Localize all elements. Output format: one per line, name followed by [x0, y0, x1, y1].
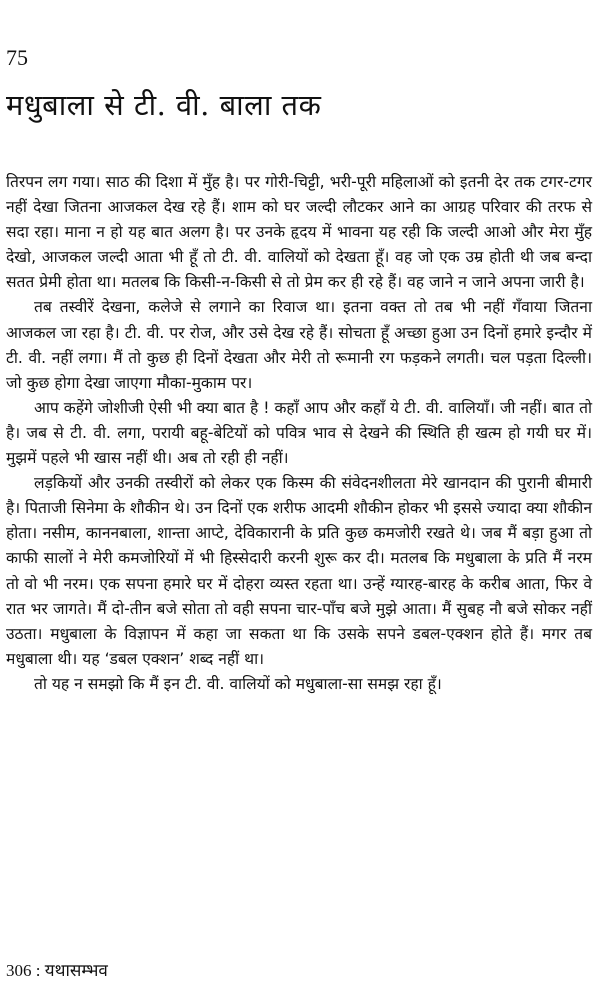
page-footer: 306 : यथासम्भव: [6, 961, 108, 980]
paragraph-3: आप कहेंगे जोशीजी ऐसी भी क्या बात है ! कहाँ आप और कहाँ ये टी. वी. वालियाँ। जी नहीं। बात तो है। जब से टी. वी. लगा, परायी बहू-बेटियों को पवित्र भाव से देखने की स्थिति ही खत्म हो गयी घर में। मुझमें पहले भी खास नहीं थी। अब तो रही ही नहीं।: [6, 398, 592, 468]
chapter-number: 75: [6, 45, 28, 70]
body-text: [6, 170, 592, 697]
paragraph-2: तब तस्वीरें देखना, कलेजे से लगाने का रिवाज था। इतना वक्त तो तब भी नहीं गँवाया जितना आजकल जा रहा है। टी. वी. पर रोज, और उसे देख रहे हैं। सोचता हूँ अच्छा हुआ उन दिनों हमारे इन्दौर में टी. वी. नहीं लगा। मैं तो कुछ ही दिनों देखता और मेरी तो रूमानी रग फड़कने लगती। चल पड़ता दिल्ली। जो कुछ होगा देखा जाएगा मौका-मुकाम पर।: [6, 298, 592, 392]
chapter-title: मधुबाला से टी. वी. बाला तक: [6, 88, 322, 122]
paragraph-1: तिरपन लग गया। साठ की दिशा में मुँह है। पर गोरी-चिट्टी, भरी-पूरी महिलाओं को इतनी देर तक टगर-टगर नहीं देखा जितना आजकल देख रहे हैं। शाम को घर जल्दी लौटकर आने का आग्रह परिवार की तरफ से सदा रहा। माना न हो यह बात अलग है। पर उनके हृदय में भावना यह रही कि जल्दी आओ और मेरा मुँह देखो, आजकल जल्दी आता भी हूँ तो टी. वी. वालियों को देखता हूँ। वह जो एक उम्र होती थी जब बन्दा सतत प्रेमी होता था। मतलब कि किसी-न-किसी से तो प्रेम कर ही रहे हैं। वह जाने न जाने अपना जारी है।: [6, 173, 592, 292]
paragraph-4: लड़कियों और उनकी तस्वीरों को लेकर एक किस्म की संवेदनशीलता मेरे खानदान की पुरानी बीमारी है। पिताजी सिनेमा के शौकीन थे। उन दिनों एक शरीफ आदमी शौकीन होकर भी इससे ज्यादा क्या शौकीन होता। नसीम, काननबाला, शान्ता आप्टे, देविकारानी के प्रति कुछ कमजोरी रखते थे। जब मैं बड़ा हुआ तो काफी सालों ने मेरी कमजोरियों में भी हिस्सेदारी करनी शुरू कर दी। मतलब कि मधुबाला के प्रति मैं नरम तो वो भी नरम। एक सपना हमारे घर में दोहरा व्यस्त रहता था। उन्हें ग्यारह-बारह के करीब आता, फिर वे रात भर जागते। मैं दो-तीन बजे सोता तो वही सपना चार-पाँच बजे मुझे आता। मैं सुबह नौ बजे सोकर नहीं उठता। मधुबाला के विज्ञापन में कहा जा सकता था कि उसके सपने डबल-एक्शन होते हैं। मगर तब मधुबाला थी। यह ‘डबल एक्शन’ शब्द नहीं था।: [6, 474, 592, 668]
paragraph-5: तो यह न समझो कि मैं इन टी. वी. वालियों को मधुबाला-सा समझ रहा हूँ।: [34, 674, 442, 693]
